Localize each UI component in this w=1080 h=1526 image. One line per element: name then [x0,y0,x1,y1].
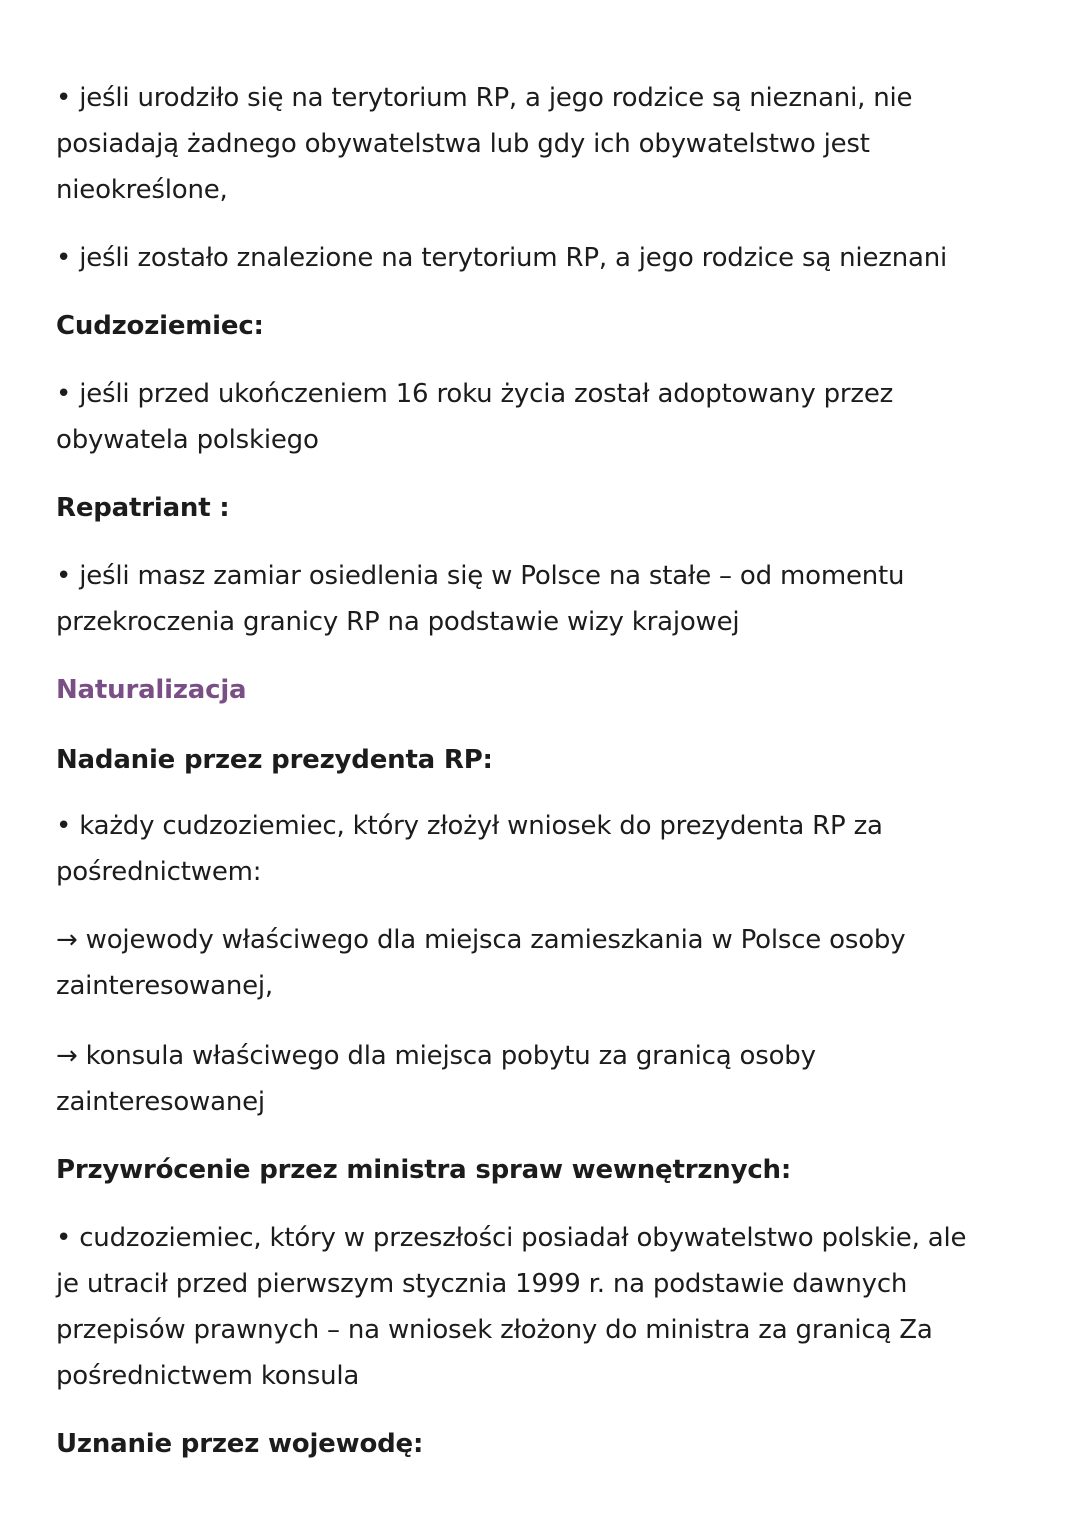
heading-cudzoziemiec: Cudzoziemiec: [56,311,264,341]
bullet-found-in-rp: • jeśli zostało znalezione na terytorium RP, a jego rodzice są nieznani [56,243,948,273]
heading-uznanie: Uznanie przez wojewodę: [56,1429,424,1459]
heading-przywrocenie: Przywrócenie przez ministra spraw wewnętrznych: [56,1155,792,1185]
heading-repatriant: Repatriant : [56,493,230,523]
section-title-naturalizacja: Naturalizacja [56,675,247,705]
bullet-adopted: • jeśli przed ukończeniem 16 roku życia został adoptowany przez obywatela polskiego [56,379,894,455]
arrow-item-voivode: → wojewody właściwego dla miejsca zamieszkania w Polsce osoby zainteresowanej, [56,925,906,1001]
bullet-restoration: • cudzoziemiec, który w przeszłości posiadał obywatelstwo polskie, ale je utracił przed pierwszym stycznia 1999 r. na podstawie dawnych przepisów prawnych – na wniosek złożony do ministra za granicą Za pośrednictwem konsula [56,1223,967,1391]
arrow-item-consul: → konsula właściwego dla miejsca pobytu za granicą osoby zainteresowanej [56,1041,816,1117]
bullet-application-president: • każdy cudzoziemiec, który złożył wniosek do prezydenta RP za pośrednictwem: [56,811,883,887]
bullet-repatriation-visa: • jeśli masz zamiar osiedlenia się w Polsce na stałe – od momentu przekroczenia granicy RP na podstawie wizy krajowej [56,561,905,637]
heading-nadanie: Nadanie przez prezydenta RP: [56,745,493,775]
bullet-born-in-rp: • jeśli urodziło się na terytorium RP, a jego rodzice są nieznani, nie posiadają żadnego obywatelstwa lub gdy ich obywatelstwo jest nieokreślone, [56,83,913,205]
